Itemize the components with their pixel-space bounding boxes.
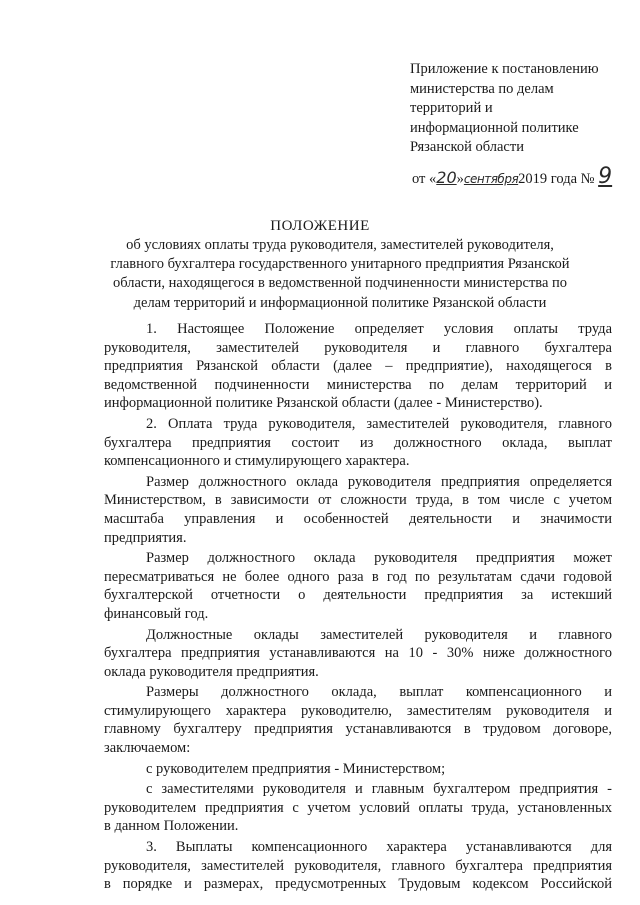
document-body: [104, 320, 612, 896]
paragraph-line: Размер должностного оклада руководителя предприятия определяется: [146, 473, 612, 490]
subtitle-line: главного бухгалтера государственного унитарного предприятия Рязанской: [110, 256, 570, 273]
paragraph-line: заключаемом:: [104, 740, 191, 757]
paragraph-line: ведомственной подчиненности министерства по делам территорий и: [104, 376, 612, 393]
paragraph-line: руководителем предприятия с учетом условий оплаты труда, установленных: [104, 799, 612, 816]
appendix-line: территорий и: [410, 100, 493, 116]
paragraph-line: руководителя, заместителей руководителя и главного бухгалтера: [104, 339, 612, 356]
paragraph-line: финансовый год.: [104, 605, 209, 622]
paragraph-line: главному бухгалтеру предприятия устанавливаются в трудовом договоре,: [104, 721, 612, 738]
paragraph-line: информационной политике Рязанской области (далее - Министерство).: [104, 395, 543, 412]
dateline-quote: »: [456, 171, 464, 187]
paragraph-line: с заместителями руководителя и главным бухгалтером предприятия -: [146, 781, 612, 798]
dateline-prefix: от «: [412, 171, 437, 187]
document-subtitle: [100, 236, 580, 313]
paragraph-line: предприятия.: [104, 529, 187, 546]
paragraph-line: Размеры должностного оклада, выплат компенсационного и: [146, 684, 612, 701]
appendix-line: министерства по делам: [410, 80, 554, 97]
paragraph: [104, 415, 612, 471]
paragraph-line: бухгалтера предприятия состоит из должностного оклада, выплат: [104, 434, 612, 451]
handwritten-month: сентября: [463, 172, 519, 186]
dateline-year: 2019 года №: [518, 171, 595, 187]
handwritten-number: 9: [598, 164, 613, 189]
subtitle-line: делам территорий и информационной политике Рязанской области: [133, 294, 547, 311]
appendix-line: информационной политике: [410, 119, 579, 136]
decree-dateline: [412, 164, 613, 189]
paragraph: [104, 780, 612, 836]
paragraph-line: 1. Настоящее Положение определяет условия оплаты труда: [146, 321, 612, 337]
appendix-line: Приложение к постановлению: [410, 61, 599, 77]
paragraph: [104, 626, 612, 682]
paragraph-line: стимулирующего характера руководителю, заместителям руководителя и: [104, 702, 612, 719]
paragraph: [104, 549, 612, 623]
paragraph: [104, 760, 612, 779]
paragraph-line: бухгалтерской отчетности о деятельности предприятия за истекший: [104, 587, 612, 604]
paragraph-line: оклада руководителя предприятия.: [104, 663, 319, 680]
paragraph-line: 2. Оплата труда руководителя, заместителей руководителя, главного: [146, 415, 612, 432]
subtitle-line: об условиях оплаты труда руководителя, заместителей руководителя,: [126, 237, 554, 253]
paragraph-line: в порядке и размерах, предусмотренных Трудовым кодексом Российской: [104, 876, 612, 893]
paragraph-line: с руководителем предприятия - Министерством;: [146, 760, 446, 777]
paragraph: [104, 683, 612, 757]
paragraph-line: бухгалтера предприятия устанавливаются на 10 - 30% ниже должностного: [104, 645, 612, 662]
appendix-line: Рязанской области: [410, 139, 524, 155]
paragraph-line: масштаба управления и особенностей деятельности и значимости: [104, 510, 612, 527]
paragraph: [104, 838, 612, 894]
handwritten-day: 20: [436, 168, 457, 187]
paragraph-line: пересматриваться не более одного раза в год по результатам сдачи годовой: [104, 568, 612, 585]
document-title: ПОЛОЖЕНИЕ: [270, 218, 370, 234]
paragraph-line: компенсационного и стимулирующего характера.: [104, 453, 410, 470]
paragraph-line: предприятия Рязанской области (далее – предприятие), находящегося в: [104, 358, 612, 375]
paragraph-line: Размер должностного оклада руководителя предприятия может: [146, 550, 612, 567]
paragraph-line: в данном Положении.: [104, 818, 239, 835]
subtitle-line: области, находящегося в ведомственной подчиненности министерства по: [112, 275, 568, 292]
paragraph-line: Должностные оклады заместителей руководителя и главного: [146, 626, 612, 643]
paragraph: [104, 320, 612, 413]
paragraph: [104, 473, 612, 547]
paragraph-line: Министерством, в зависимости от сложности труда, в том числе с учетом: [104, 492, 612, 509]
paragraph-line: руководителя, заместителей руководителя, главного бухгалтера предприятия: [104, 857, 612, 874]
appendix-block: [410, 60, 625, 158]
paragraph-line: 3. Выплаты компенсационного характера устанавливаются для: [146, 839, 612, 856]
